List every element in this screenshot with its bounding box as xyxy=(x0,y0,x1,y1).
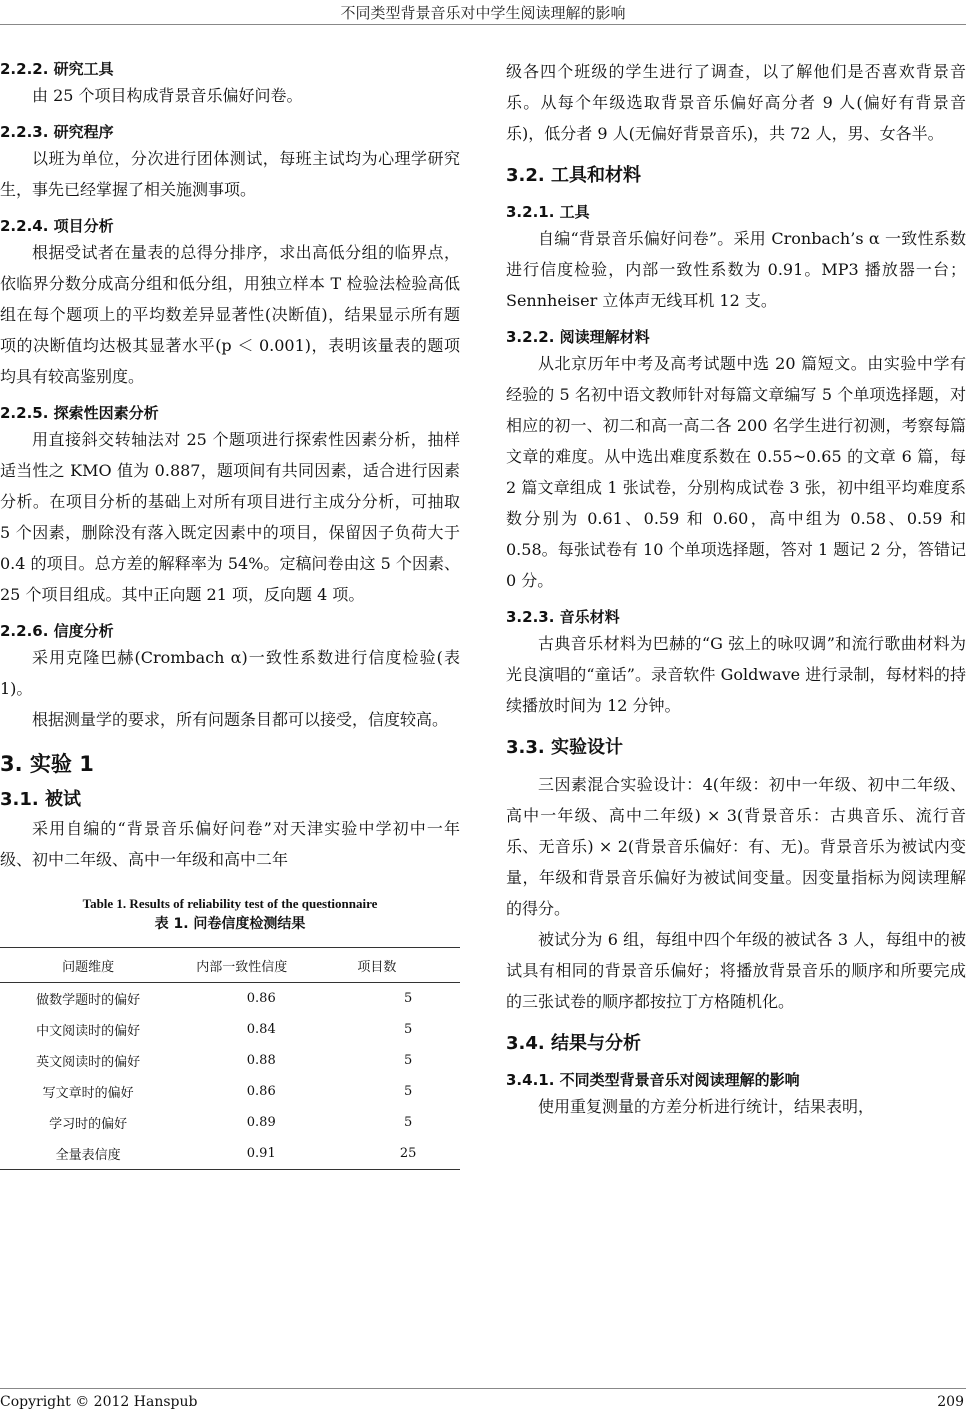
paragraph: 根据受试者在量表的总得分排序，求出高低分组的临界点，依临界分数分成高分组和低分组，用独立样本 T 检验法检验高低组在每个题项上的平均数差异显著性(决断值)，结果显示所有题项的决断值均达极其显著水平(p ＜ 0.001)，表明该量表的题项均具有较高鉴别度。 xyxy=(0,243,460,386)
footer-rule xyxy=(0,1388,966,1389)
paragraph: 从北京历年中考及高考试题中选 20 篇短文。由实验中学有经验的 5 名初中语文教师针对每篇文章编写 5 个单项选择题，对相应的初一、初二和高一高二各 200 名学生进行初测，考察每篇文章的难度。从中选出难度系数在 0.55~0.65 的文章 6 篇，每 2 篇文章组成 1 张试卷，分别构成试卷 3 张，初中组平均难度系数分别为 0.61、0.59 和 0.60，高中组为 0.58、0.59 和 0.58。每张试卷有 10 个单项选择题，答对 1 题记 2 分，答错记 0 分。 xyxy=(506,354,966,590)
table-row xyxy=(0,1014,460,1045)
table-cell: 0.88 xyxy=(246,1053,276,1068)
heading-2-2-3: 2.2.3. 研究程序 xyxy=(0,123,114,141)
heading-3-2-1: 3.2.1. 工具 xyxy=(506,203,590,221)
heading-3: 3. 实验 1 xyxy=(0,752,94,776)
heading-3-4: 3.4. 结果与分析 xyxy=(506,1033,641,1054)
table-cell: 5 xyxy=(404,1053,413,1068)
paragraph: 使用重复测量的方差分析进行统计，结果表明， xyxy=(538,1097,875,1116)
table-cell: 全量表信度 xyxy=(0,1138,176,1170)
table-row xyxy=(0,1045,460,1076)
paragraph: 以班为单位，分次进行团体测试，每班主试均为心理学研究生，事先已经掌握了相关施测事项。 xyxy=(0,149,460,199)
paragraph: 用直接斜交转轴法对 25 个题项进行探索性因素分析，抽样适当性之 KMO 值为 0.887，题项间有共同因素，适合进行因素分析。在项目分析的基础上对所有项目进行主成分分析，可抽取 5 个因素，删除没有落入既定因素中的项目，保留因子负荷大于 0.4 的项目。总方差的解释率为 54%。定稿问卷由这 5 个因素、25 个项目组成。其中正向题 21 项，反向题 4 项。 xyxy=(0,430,460,604)
heading-2-2-5: 2.2.5. 探索性因素分析 xyxy=(0,404,159,422)
paragraph: 古典音乐材料为巴赫的“G 弦上的咏叹调”和流行歌曲材料为光良演唱的“童话”。录音软件 Goldwave 进行录制，每材料的持续播放时间为 12 分钟。 xyxy=(506,634,966,715)
copyright: Copyright © 2012 Hanspub xyxy=(0,1394,198,1410)
table-header-row xyxy=(0,948,460,983)
paragraph: 根据测量学的要求，所有问题条目都可以接受，信度较高。 xyxy=(32,710,449,729)
column-header: 问题维度 xyxy=(0,948,176,983)
column-header: 内部一致性信度 xyxy=(176,948,327,983)
heading-3-4-1: 3.4.1. 不同类型背景音乐对阅读理解的影响 xyxy=(506,1071,800,1089)
heading-3-1: 3.1. 被试 xyxy=(0,789,81,810)
heading-3-2-2: 3.2.2. 阅读理解材料 xyxy=(506,328,650,346)
table-cell: 5 xyxy=(404,1022,413,1037)
table-row xyxy=(0,1138,460,1170)
page-number: 209 xyxy=(937,1394,964,1410)
table-cell: 5 xyxy=(404,991,413,1006)
heading-2-2-6: 2.2.6. 信度分析 xyxy=(0,622,114,640)
paragraph: 三因素混合实验设计：4(年级：初中一年级、初中二年级、高中一年级、高中二年级) × 3(背景音乐：古典音乐、流行音乐、无音乐) × 2(背景音乐偏好：有、无)。背景音乐为被试内变量，年级和背景音乐偏好为被试间变量。因变量指标为阅读理解的得分。 xyxy=(506,775,966,918)
table-cell: 0.86 xyxy=(246,991,276,1006)
heading-3-3: 3.3. 实验设计 xyxy=(506,737,623,758)
paragraph: 被试分为 6 组，每组中四个年级的被试各 3 人，每组中的被试具有相同的背景音乐偏好；将播放背景音乐的顺序和所要完成的三张试卷的顺序都按拉丁方格随机化。 xyxy=(506,930,966,1011)
table-cell: 做数学题时的偏好 xyxy=(36,993,141,1008)
table-cell: 0.86 xyxy=(246,1084,276,1099)
heading-3-2-3: 3.2.3. 音乐材料 xyxy=(506,608,620,626)
paragraph: 自编“背景音乐偏好问卷”。采用 Cronbach’s α 一致性系数进行信度检验，内部一致性系数为 0.91。MP3 播放器一台；Sennheiser 立体声无线耳机 12 支。 xyxy=(506,229,966,310)
table-cell: 5 xyxy=(404,1115,413,1130)
running-header: 不同类型背景音乐对中学生阅读理解的影响 xyxy=(340,4,626,22)
table-cell: 0.91 xyxy=(176,1138,327,1170)
table-cell: 英文阅读时的偏好 xyxy=(36,1055,141,1070)
paragraph: 采用自编的“背景音乐偏好问卷”对天津实验中学初中一年级、初中二年级、高中一年级和高中二年 xyxy=(0,819,460,869)
table-row xyxy=(0,983,460,1015)
column-header: 项目数 xyxy=(327,948,460,983)
table-cell: 0.89 xyxy=(246,1115,276,1130)
table-cell: 5 xyxy=(404,1084,413,1099)
table-title-cn: 表 1. 问卷信度检测结果 xyxy=(154,916,306,932)
heading-2-2-2: 2.2.2. 研究工具 xyxy=(0,60,114,78)
table-cell: 0.84 xyxy=(246,1022,276,1037)
table-cell: 写文章时的偏好 xyxy=(42,1086,134,1101)
heading-2-2-4: 2.2.4. 项目分析 xyxy=(0,217,114,235)
table-cell: 学习时的偏好 xyxy=(49,1117,128,1132)
table-cell: 25 xyxy=(327,1138,460,1170)
table-title-en: Table 1. Results of reliability test of the questionnaire xyxy=(82,896,378,911)
header-rule xyxy=(0,24,966,25)
table-cell: 中文阅读时的偏好 xyxy=(36,1024,141,1039)
right-column xyxy=(506,56,966,1122)
table-row xyxy=(0,1076,460,1107)
paragraph: 采用克隆巴赫(Crombach α)一致性系数进行信度检验(表 1)。 xyxy=(0,648,460,698)
paragraph: 级各四个班级的学生进行了调查，以了解他们是否喜欢背景音乐。从每个年级选取背景音乐偏好高分者 9 人(偏好有背景音乐)，低分者 9 人(无偏好背景音乐)，共 72 人，男、女各半。 xyxy=(506,62,966,143)
paragraph: 由 25 个项目构成背景音乐偏好问卷。 xyxy=(32,86,303,105)
table-row xyxy=(0,1107,460,1138)
heading-3-2: 3.2. 工具和材料 xyxy=(506,165,641,186)
left-column xyxy=(0,58,460,1170)
reliability-table xyxy=(0,947,460,1170)
